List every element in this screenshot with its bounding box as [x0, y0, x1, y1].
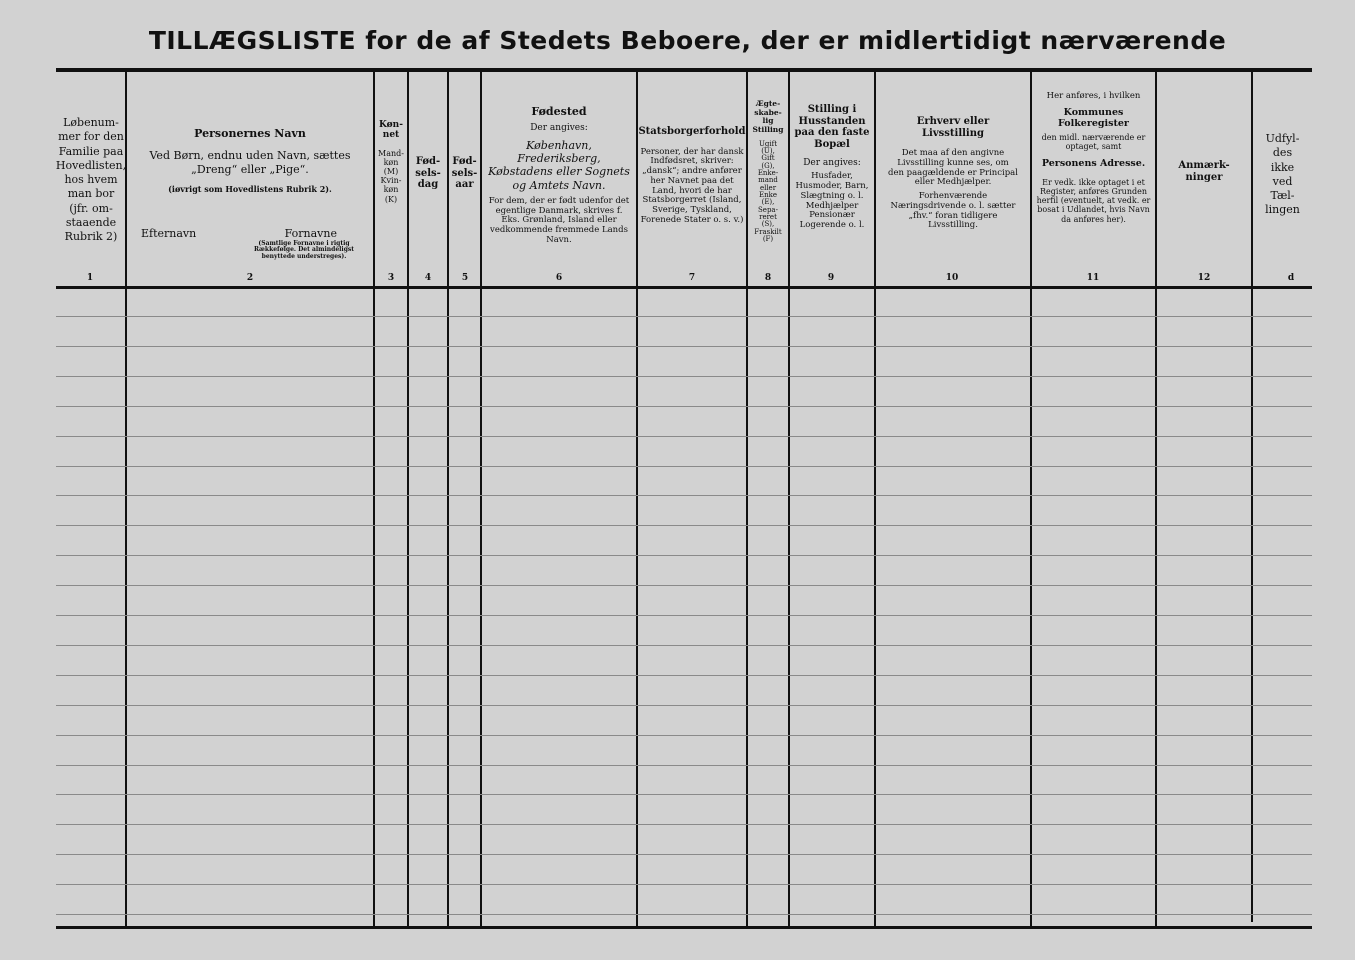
header-col-d [1253, 132, 1312, 218]
entry-row-line [56, 376, 1312, 377]
col-10-note: Forhenværende Næringsdrivende o. l. sætter „fhv.“ foran tidligere Livsstilling. [890, 191, 1016, 231]
header-col-5 [449, 156, 480, 191]
entry-row-line [56, 466, 1312, 467]
col-6-heading: Fødested [531, 105, 587, 118]
entry-row-line [56, 735, 1312, 736]
col-divider [407, 72, 409, 927]
col-9-text: Husfader, Husmoder, Barn, Slægtning o. l. Medhjælper Pensionær Logerende o. l. [795, 171, 869, 231]
entry-row-line [56, 824, 1312, 825]
column-number: 8 [764, 273, 772, 283]
col-1-line: man bor [67, 187, 115, 201]
top-rule [56, 68, 1312, 72]
col-2-note: (iøvrigt som Hovedlistens Rubrik 2). [168, 184, 332, 195]
header-col-11 [1032, 92, 1155, 224]
entry-row-line [56, 555, 1312, 556]
col-3-text: Mand-køn (M) Kvin-køn (K) [378, 148, 404, 204]
col-11-text: den midl. nærværende er optaget, samt [1041, 132, 1146, 151]
col-6-sub: Der angives: [530, 122, 588, 133]
entry-row-line [56, 346, 1312, 347]
col-1-line: (jfr. om- [69, 201, 113, 215]
col-divider [1155, 72, 1157, 927]
column-number: d [1287, 273, 1295, 283]
header-col-12 [1157, 160, 1251, 183]
col-d-line: lingen [1265, 203, 1300, 217]
col-2-subnote: (Samtlige Fornavne i rigtig Rækkefølge. Det almindeligst benyttede understreges). [253, 240, 355, 260]
col-1-line: Familie paa [58, 144, 124, 158]
entry-row-line [56, 675, 1312, 676]
column-number: 2 [246, 273, 254, 283]
col-10-heading: Erhverv eller Livsstilling [916, 116, 990, 139]
col-d-line: Udfyl- [1265, 132, 1300, 145]
entry-row-line [56, 585, 1312, 586]
col-11-heading: Kommunes Folkeregister [1058, 106, 1129, 129]
col-1-line: Løbenum- [63, 116, 119, 129]
entry-row-line [56, 436, 1312, 437]
col-1-line: mer for den [58, 130, 124, 144]
column-number: 4 [424, 273, 432, 283]
col-d-line: des [1272, 146, 1293, 160]
header-col-1 [56, 116, 126, 245]
header-col-9 [790, 104, 874, 231]
col-3-heading: Køn-net [379, 120, 403, 141]
column-number: 5 [461, 273, 469, 283]
col-d-line: ikke [1270, 160, 1295, 174]
column-number: 12 [1197, 273, 1211, 283]
col-1-line: Hovedlisten, [55, 158, 127, 172]
entry-row-line [56, 495, 1312, 496]
header-col-8 [748, 100, 788, 243]
col-7-heading: Statsborgerforhold [638, 126, 746, 137]
header-col-6 [482, 106, 636, 246]
entry-row-line [56, 316, 1312, 317]
entry-row-line [56, 645, 1312, 646]
entry-row-line [56, 854, 1312, 855]
col-11-note: Er vedk. ikke optaget i et Register, anføres Grunden herfil (eventuelt, at vedk. er bosat i Udlandet, hvis Navn da anføres her). [1036, 177, 1151, 224]
entry-row-line [56, 406, 1312, 407]
col-1-line: staaende [65, 216, 117, 230]
header-col-7 [638, 126, 746, 226]
col-11-heading2: Personens Adresse. [1041, 157, 1146, 169]
column-number: 1 [86, 273, 94, 283]
header-col-3 [375, 120, 407, 204]
column-number: 10 [945, 273, 959, 283]
col-8-text: Ugift (U), Gift (G), Enke-mand eller Enke (E), Sepa-reret (S), Fraskilt (F) [754, 139, 782, 243]
entry-row-line [56, 884, 1312, 885]
col-2-text: Ved Børn, endnu uden Navn, sættes „Dreng“ eller „Pige“. [149, 148, 351, 176]
col-10-text: Det maa af den angivne Livsstilling kunne ses, om den paagældende er Principal eller Medhjælper. [888, 148, 1018, 188]
col-4-heading: Fød-sels-dag [415, 156, 441, 190]
entry-row-line [56, 914, 1312, 915]
col-d-line: Tæl- [1270, 189, 1295, 203]
entry-row-line [56, 794, 1312, 795]
col-8-heading: Ægte-skabe-lig Stilling [752, 99, 784, 134]
col-divider [447, 72, 449, 927]
bottom-rule [56, 926, 1312, 929]
header-col-4 [409, 156, 447, 191]
col-5-heading: Fød-sels-aar [451, 156, 478, 190]
entry-row-line [56, 705, 1312, 706]
entry-row-line [56, 525, 1312, 526]
col-6-text: København, Frederiksberg, Købstadens eller Sognets og Amtets Navn. [488, 138, 630, 192]
surname-label: Efternavn [141, 227, 197, 241]
col-12-heading: Anmærk-ninger [1178, 160, 1230, 183]
header-rule [56, 286, 1312, 289]
col-9-heading: Stilling i Husstanden paa den faste Bopæl [794, 104, 870, 150]
column-number: 3 [387, 273, 395, 283]
col-2-heading: Personernes Navn [194, 127, 306, 140]
header-col-10 [876, 116, 1030, 231]
col-6-note: For dem, der er født udenfor det egentlige Danmark, skrives f. Eks. Grønland, Island eller vedkommende fremmede Lands Navn. [488, 195, 630, 245]
entry-row-line [56, 765, 1312, 766]
col-9-sub: Der angives: [803, 158, 861, 168]
column-number: 9 [827, 273, 835, 283]
col-d-line: ved [1272, 174, 1293, 188]
form-title: TILLÆGSLISTE for de af Stedets Beboere, der er midlertidigt nærværende [148, 26, 1227, 55]
col-11-pre: Her anføres, i hvilken [1046, 91, 1141, 101]
col-1-line: hos hvem [64, 173, 118, 187]
column-number: 7 [688, 273, 696, 283]
column-number: 6 [555, 273, 563, 283]
col-7-text: Personer, der har dansk Indfødsret, skriver: „dansk“; andre anfører her Navnet paa det Land, hvori de har Statsborgerret (Island, Sverige, Tyskland, Forenede Stater o. s. v.) [640, 146, 744, 225]
column-number: 11 [1086, 273, 1100, 283]
col-1-line: Rubrik 2) [64, 230, 118, 244]
entry-row-line [56, 615, 1312, 616]
header-col-2 [127, 128, 373, 260]
forenames-label: Fornavne [284, 227, 337, 241]
